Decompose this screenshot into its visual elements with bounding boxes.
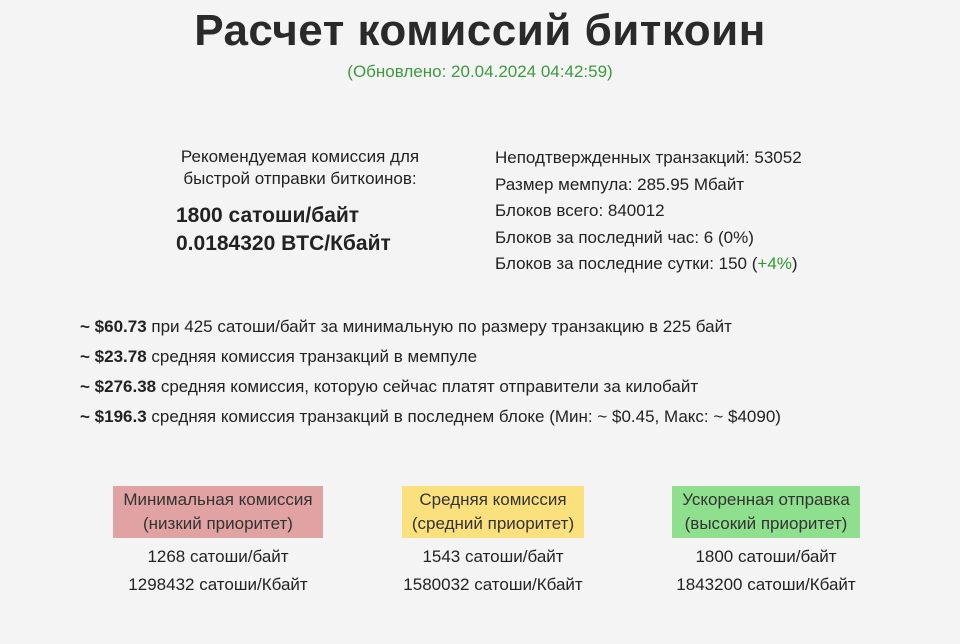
fee-line-mempool-avg: ~ $23.78 средняя комиссия транзакций в мемпуле (80, 347, 478, 366)
tier-medium-label: Средняя комиссия (средний приоритет) (402, 486, 584, 538)
fee-amount: $23.78 (94, 347, 147, 366)
recommended-fee-label-line1: Рекомендуемая комиссия для (180, 147, 420, 166)
fee-line-per-kb: ~ $276.38 средняя комиссия, которую сейчас платят отправители за килобайт (80, 377, 699, 396)
tier-high-priority (648, 486, 884, 599)
tier-medium-priority (376, 486, 610, 599)
tier-medium-sat-kbyte: 1580032 сатоши/Кбайт (403, 575, 583, 594)
tier-low-sat-kbyte: 1298432 сатоши/Кбайт (128, 575, 308, 594)
stat-blocks-day-suffix: ) (791, 254, 798, 273)
fee-description: средняя комиссия транзакций в последнем блоке (Мин: ~ $0.45, Макс: ~ $4090) (146, 407, 781, 426)
fee-amount: $196.3 (94, 407, 147, 426)
stat-mempool-size: Размер мемпула: 285.95 Мбайт (495, 174, 745, 194)
recommended-fee-btc: 0.0184320 BTC/Кбайт (176, 232, 391, 255)
stat-unconfirmed: Неподтвержденных транзакций: 53052 (495, 148, 802, 167)
recommended-fee-label (150, 146, 450, 190)
network-stats (495, 145, 802, 278)
tier-high-sat-kbyte: 1843200 сатоши/Кбайт (676, 575, 856, 594)
tier-low-sat-byte: 1268 сатоши/байт (147, 547, 289, 566)
fee-amount: $276.38 (94, 377, 157, 396)
tier-low-label: Минимальная комиссия (низкий приоритет) (113, 486, 322, 538)
recommended-fee-sat: 1800 сатоши/байт (176, 204, 360, 227)
page-title: Расчет комиссий биткоин (194, 6, 766, 55)
stat-blocks-day-prefix: Блоков за последние сутки: 150 ( (495, 254, 758, 273)
recommended-fee-label-line2: быстрой отправки биткоинов: (183, 169, 417, 188)
fee-amount: $60.73 (94, 317, 147, 336)
fee-line-last-block: ~ $196.3 средняя комиссия транзакций в последнем блоке (Мин: ~ $0.45, Макс: ~ $4090) (80, 407, 781, 426)
fee-description: средняя комиссия, которую сейчас платят отправители за килобайт (156, 377, 699, 396)
fee-estimates-list (80, 312, 781, 432)
tier-high-label: Ускоренная отправка (высокий приоритет) (672, 486, 860, 538)
updated-timestamp: (Обновлено: 20.04.2024 04:42:59) (347, 62, 613, 81)
tier-high-sat-byte: 1800 сатоши/байт (695, 547, 837, 566)
tier-low-priority (92, 486, 344, 599)
recommended-fee-values (150, 202, 450, 258)
fee-description: средняя комиссия транзакций в мемпуле (146, 347, 478, 366)
stat-blocks-hour: Блоков за последний час: 6 (0%) (495, 227, 754, 247)
stat-blocks-day-change: +4% (757, 254, 792, 273)
stat-blocks-day (495, 251, 802, 278)
stat-blocks-total: Блоков всего: 840012 (495, 201, 665, 220)
recommended-fee-block (150, 146, 450, 258)
fee-description: при 425 сатоши/байт за минимальную по размеру транзакцию в 225 байт (146, 317, 732, 336)
fee-line-min-tx: ~ $60.73 при 425 сатоши/байт за минимальную по размеру транзакцию в 225 байт (80, 317, 732, 336)
tier-medium-sat-byte: 1543 сатоши/байт (422, 547, 564, 566)
